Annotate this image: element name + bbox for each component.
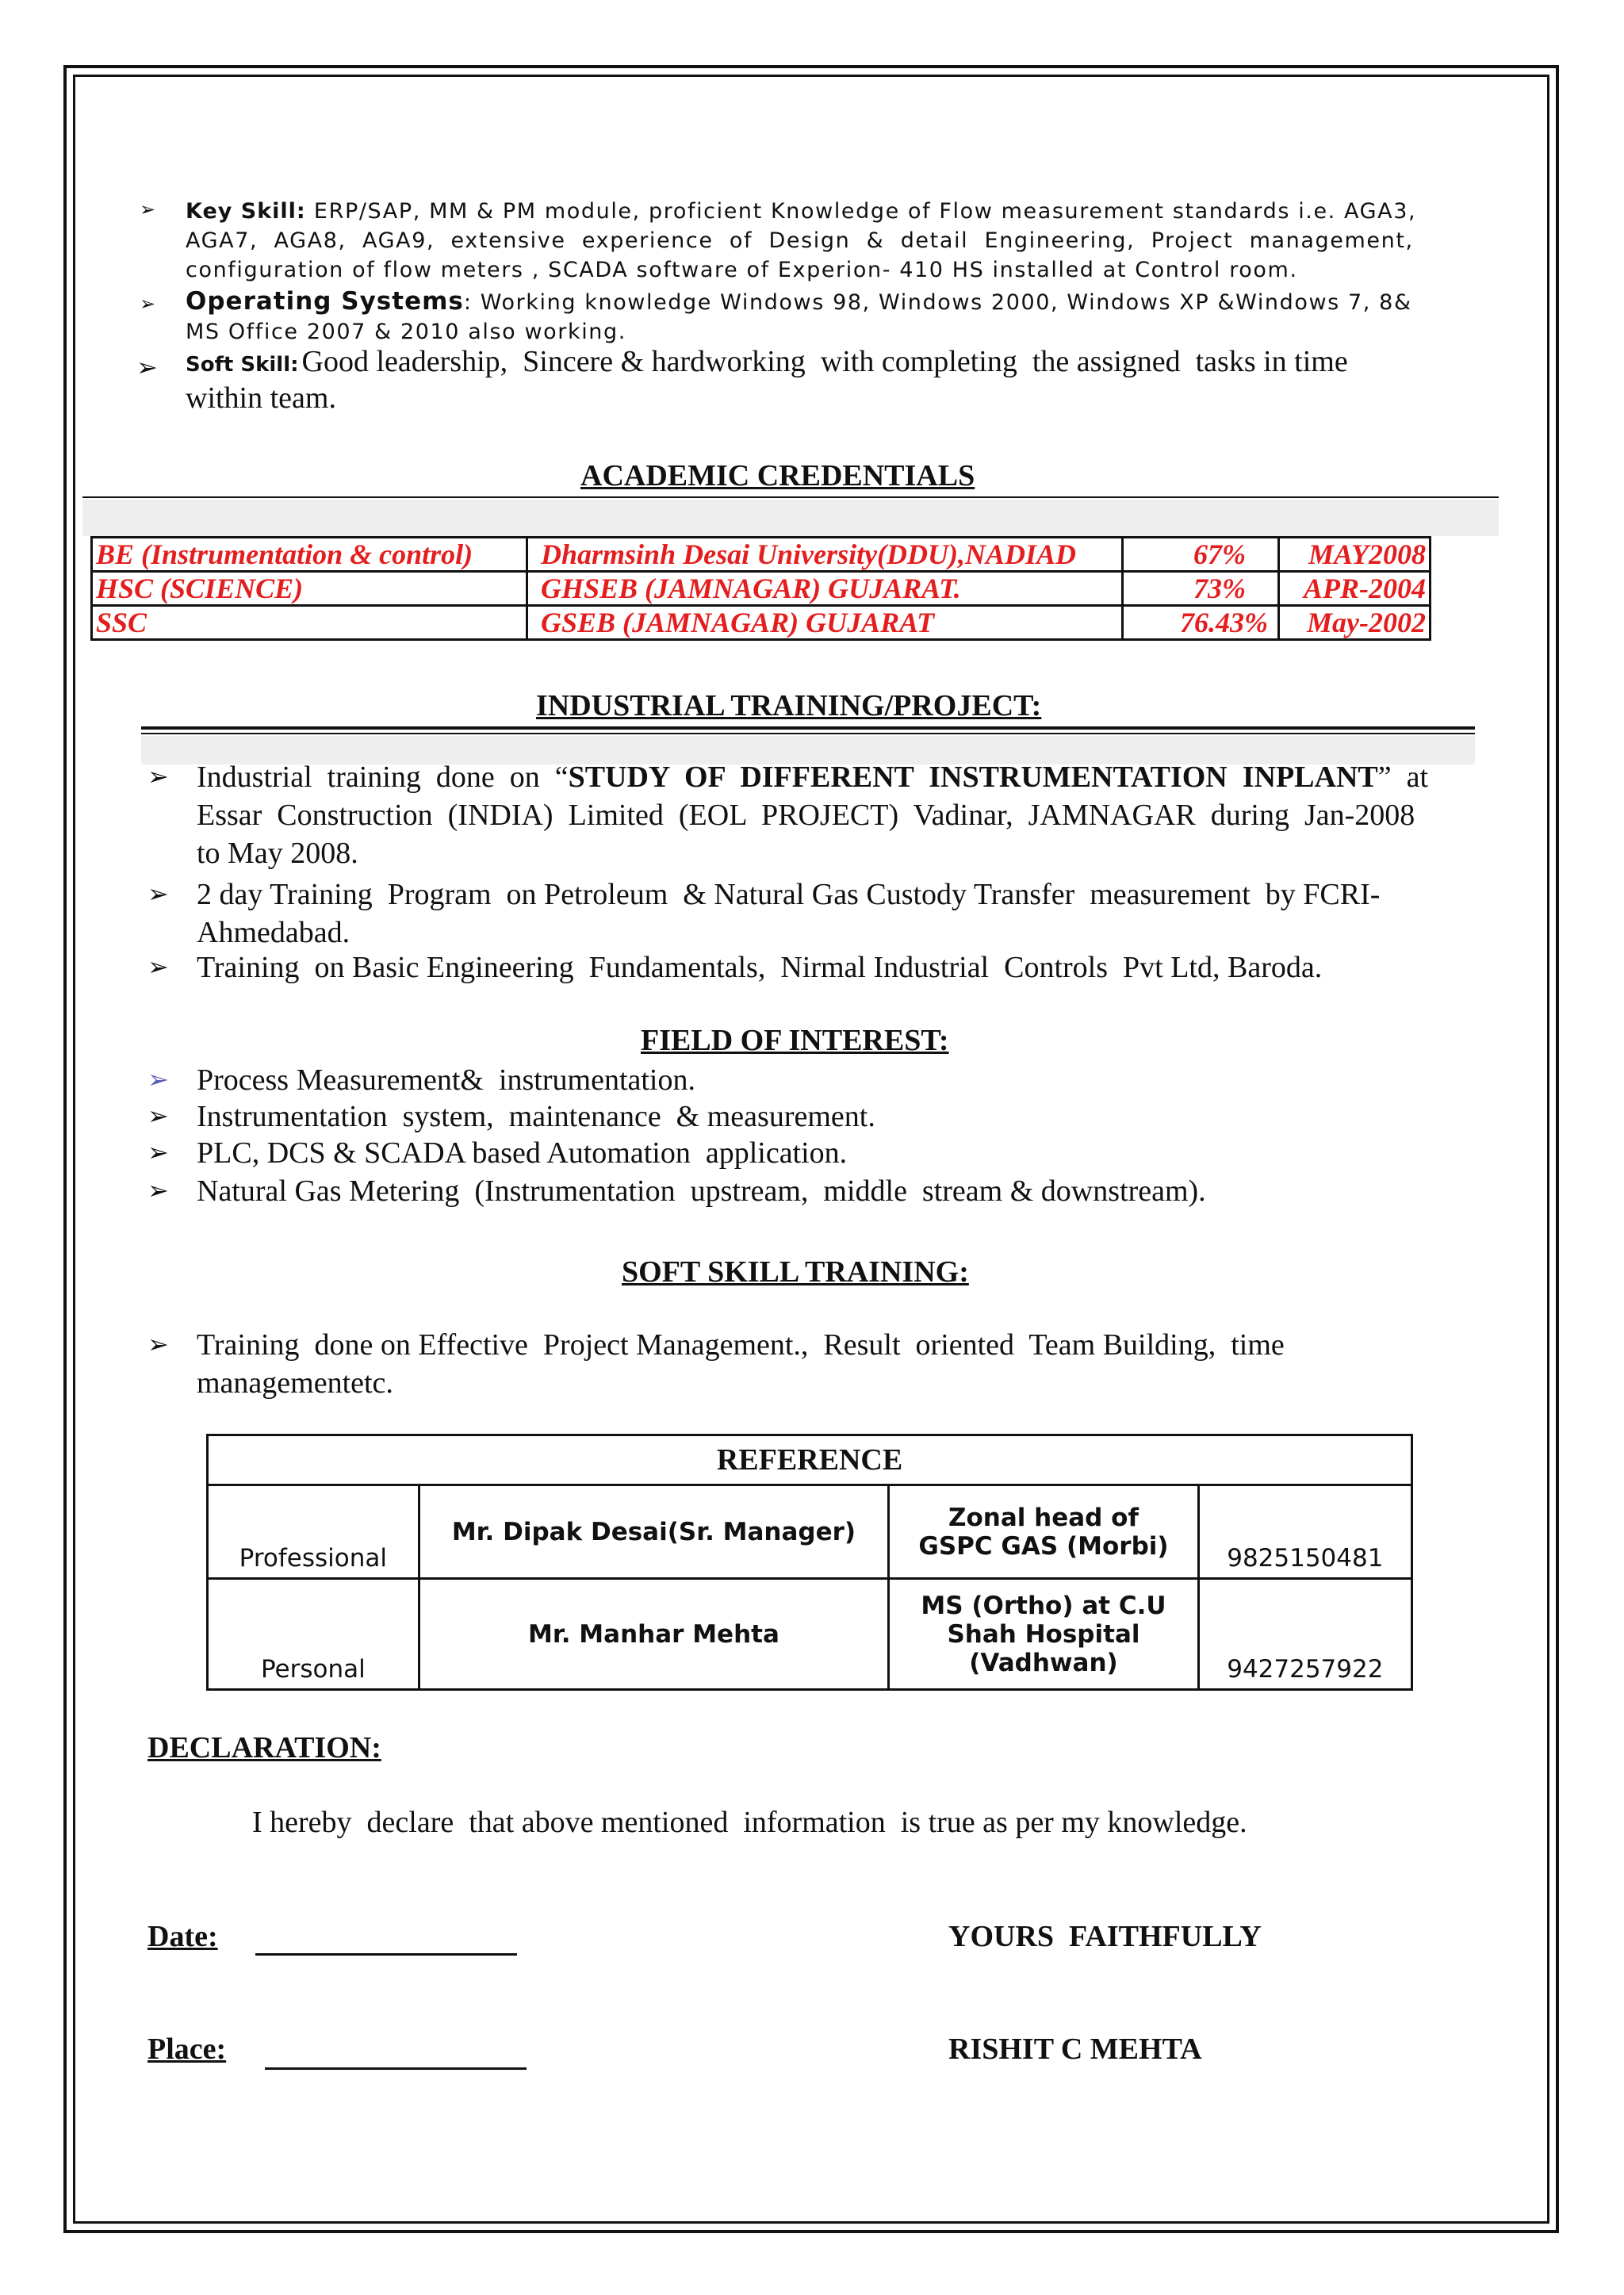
academic-heading: ACADEMIC CREDENTIALS (580, 459, 975, 492)
arrow-bullet-icon: ➢ (147, 1175, 169, 1205)
arrow-bullet-icon: ➢ (147, 1137, 169, 1167)
degree-cell: SSC (92, 606, 527, 640)
key-skill-label: Key Skill: (186, 199, 306, 224)
soft-training-item (197, 1326, 1465, 1402)
arrow-bullet-icon: ➢ (147, 1329, 169, 1359)
reference-name: Mr. Manhar Mehta (419, 1579, 889, 1690)
training-text: Training on Basic Engineering Fundamentals, Nirmal Industrial Controls Pvt Ltd, Baroda. (197, 951, 1323, 984)
score-cell: 76.43% (1123, 606, 1279, 640)
table-row (208, 1435, 1412, 1485)
reference-position: MS (Ortho) at C.U Shah Hospital (Vadhwan) (889, 1579, 1198, 1690)
interest-heading: FIELD OF INTEREST: (641, 1024, 949, 1057)
key-skill-line: configuration of flow meters , SCADA software of Experion- 410 HS installed at Control room. (186, 258, 1298, 282)
operating-systems-block (186, 287, 1518, 347)
table-row (92, 538, 1431, 572)
training-text: Ahmedabad. (197, 916, 350, 949)
soft-training-heading: SOFT SKILL TRAINING: (622, 1255, 969, 1289)
arrow-bullet-icon: ➢ (147, 761, 169, 791)
section-rule (82, 496, 1499, 498)
table-row (208, 1579, 1412, 1690)
reference-title: REFERENCE (208, 1435, 1412, 1485)
academic-table (90, 536, 1431, 641)
soft-skill-label: Soft Skill: (186, 353, 299, 377)
training-text: to May 2008. (197, 837, 358, 870)
section-rule (141, 726, 1475, 730)
arrow-bullet-icon: ➢ (140, 198, 156, 220)
date-cell: May-2002 (1279, 606, 1431, 640)
os-label: Operating Systems (186, 287, 464, 316)
arrow-bullet-icon: ➢ (140, 293, 156, 315)
table-row (92, 572, 1431, 606)
declaration-text: I hereby declare that above mentioned information is true as per my knowledge. (252, 1806, 1247, 1839)
interest-item: Natural Gas Metering (Instrumentation upstream, middle stream & downstream). (197, 1174, 1206, 1208)
table-row (92, 606, 1431, 640)
arrow-bullet-icon: ➢ (147, 879, 169, 909)
arrow-bullet-icon: ➢ (147, 952, 169, 982)
reference-phone: 9427257922 (1198, 1579, 1411, 1690)
reference-name: Mr. Dipak Desai(Sr. Manager) (419, 1485, 889, 1579)
section-rule (141, 733, 1475, 734)
key-skill-line: ERP/SAP, MM & PM module, proficient Knowledge of Flow measurement standards i.e. AGA3, (313, 199, 1417, 224)
declaration-heading: DECLARATION: (147, 1731, 381, 1764)
training-heading: INDUSTRIAL TRAINING/PROJECT: (536, 689, 1042, 722)
soft-skill-line: within team. (186, 381, 336, 415)
training-text: ” at (1377, 761, 1429, 794)
score-cell: 67% (1123, 538, 1279, 572)
training-title: STUDY OF DIFFERENT INSTRUMENTATION INPLANT (568, 761, 1378, 794)
institute-cell: GHSEB (JAMNAGAR) GUJARAT. (527, 572, 1123, 606)
date-cell: APR-2004 (1279, 572, 1431, 606)
interest-item: Process Measurement& instrumentation. (197, 1063, 695, 1097)
training-text: Industrial training done on “ (197, 761, 569, 794)
place-field[interactable] (265, 2067, 527, 2070)
interest-item: PLC, DCS & SCADA based Automation application. (197, 1136, 848, 1170)
place-label: Place: (147, 2033, 227, 2066)
institute-cell: GSEB (JAMNAGAR) GUJARAT (527, 606, 1123, 640)
training-text: 2 day Training Program on Petroleum & Natural Gas Custody Transfer measurement by FCRI- (197, 878, 1381, 911)
reference-position: Zonal head of GSPC GAS (Morbi) (889, 1485, 1198, 1579)
os-line: : Working knowledge Windows 98, Windows 2000, Windows XP &Windows 7, 8& (463, 290, 1412, 315)
table-row (208, 1485, 1412, 1579)
reference-type: Personal (208, 1579, 419, 1690)
date-cell: MAY2008 (1279, 538, 1431, 572)
soft-skill-line: Good leadership, Sincere & hardworking with completing the assigned tasks in time (301, 345, 1348, 378)
score-cell: 73% (1123, 572, 1279, 606)
signatory-name: RISHIT C MEHTA (948, 2033, 1202, 2066)
key-skill-line: AGA7, AGA8, AGA9, extensive experience of Design & detail Engineering, Project management, (186, 228, 1414, 253)
soft-training-text: Training done on Effective Project Management., Result oriented Team Building, time (197, 1328, 1285, 1362)
key-skill-block (186, 197, 1502, 285)
date-field[interactable] (255, 1953, 517, 1956)
arrow-bullet-icon: ➢ (136, 352, 158, 382)
interest-item: Instrumentation system, maintenance & measurement. (197, 1100, 875, 1133)
arrow-bullet-icon: ➢ (147, 1064, 169, 1094)
reference-table (206, 1434, 1413, 1691)
date-label: Date: (147, 1920, 218, 1953)
institute-cell: Dharmsinh Desai University(DDU),NADIAD (527, 538, 1123, 572)
section-band (82, 500, 1499, 536)
os-line: MS Office 2007 & 2010 also working. (186, 320, 626, 344)
reference-type: Professional (208, 1485, 419, 1579)
soft-training-text: managementetc. (197, 1366, 393, 1400)
training-item (197, 875, 1497, 952)
soft-skill-block (186, 344, 1486, 416)
training-text: Essar Construction (INDIA) Limited (EOL PROJECT) Vadinar, JAMNAGAR during Jan-2008 (197, 799, 1415, 832)
degree-cell: HSC (SCIENCE) (92, 572, 527, 606)
degree-cell: BE (Instrumentation & control) (92, 538, 527, 572)
training-item (197, 758, 1481, 872)
reference-phone: 9825150481 (1198, 1485, 1411, 1579)
closing-text: YOURS FAITHFULLY (948, 1920, 1262, 1953)
arrow-bullet-icon: ➢ (147, 1101, 169, 1131)
